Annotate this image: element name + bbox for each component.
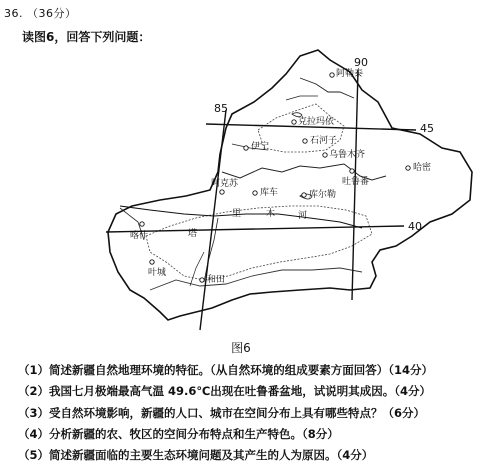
city-dot-shihezi <box>303 139 307 143</box>
city-label-wulumuqi: 乌鲁木齐 <box>329 150 366 160</box>
lon-85-label: 85 <box>214 102 228 115</box>
city-dot-akesu <box>220 190 224 194</box>
meridian-85 <box>200 110 226 330</box>
city-label-kashi: 喀什 <box>130 231 149 241</box>
question-number: 36. （36分） <box>4 7 77 20</box>
city-label-kuerle: 库尔勒 <box>309 190 337 200</box>
city-markers <box>140 73 410 282</box>
lon-90-label: 90 <box>354 56 368 69</box>
desert-label-char1: 塔 <box>188 229 198 239</box>
city-label-hetian: 和田 <box>207 275 226 285</box>
desert-label-char3: 木 <box>266 209 276 219</box>
desert-label-char4: 河 <box>298 211 308 221</box>
figure-caption: 图6 <box>231 341 251 355</box>
question-item-1: （1）简述新疆自然地理环境的特征。（从自然环境的组成要素方面回答）（14分） <box>18 363 434 377</box>
city-dot-tulufan <box>350 169 354 173</box>
lat-40-label: 40 <box>408 220 422 233</box>
city-dot-yining <box>244 146 248 150</box>
city-dot-kashi <box>140 222 144 226</box>
question-item-2: （2）我国七月极端最高气温 49.6℃出现在吐鲁番盆地，试说明其成因。（4分） <box>18 384 432 399</box>
city-dot-wulumuqi <box>323 153 327 157</box>
city-label-kuche: 库车 <box>260 188 279 198</box>
question-intro: 读图6，回答下列问题： <box>22 30 151 44</box>
city-label-tulufan: 吐鲁番 <box>342 177 370 187</box>
question-item-5: （5）简述新疆面临的主要生态环境问题及其产生的人为原因。（4分） <box>18 448 374 463</box>
city-dot-aletai <box>330 73 334 77</box>
question-item-3: （3）受自然环境影响，新疆的人口、城市在空间分布上具有哪些特点？（6分） <box>18 405 425 420</box>
city-label-aletai: 阿勒泰 <box>336 69 364 79</box>
city-label-hami: 哈密 <box>413 163 432 173</box>
river-irtysh <box>300 78 354 98</box>
question-item-4: （4）分析新疆的农、牧区的空间分布特点和生产特色。（8分） <box>18 426 339 441</box>
city-dot-kelamayi <box>292 120 296 124</box>
desert-label-char2: 里 <box>232 209 242 219</box>
city-dot-hetian <box>200 278 204 282</box>
city-dot-hami <box>406 166 410 170</box>
lat-45-label: 45 <box>420 122 434 135</box>
kunlun-outline <box>150 268 362 290</box>
city-label-yining: 伊宁 <box>251 142 270 152</box>
river-south <box>204 218 218 282</box>
city-dot-kuche <box>253 191 257 195</box>
region-outline <box>108 50 472 320</box>
city-label-kelamayi: 克拉玛依 <box>298 117 335 127</box>
city-label-akesu: 阿克苏 <box>211 179 239 189</box>
tarim-basin-outline <box>146 206 372 280</box>
city-label-yecheng: 叶城 <box>148 268 167 278</box>
city-dot-kuerle <box>302 193 306 197</box>
river-ulungur <box>286 96 318 100</box>
question-list <box>18 360 433 466</box>
city-dot-yecheng <box>150 260 154 264</box>
parallel-40 <box>106 226 404 232</box>
city-label-shihezi: 石河子 <box>310 136 338 146</box>
